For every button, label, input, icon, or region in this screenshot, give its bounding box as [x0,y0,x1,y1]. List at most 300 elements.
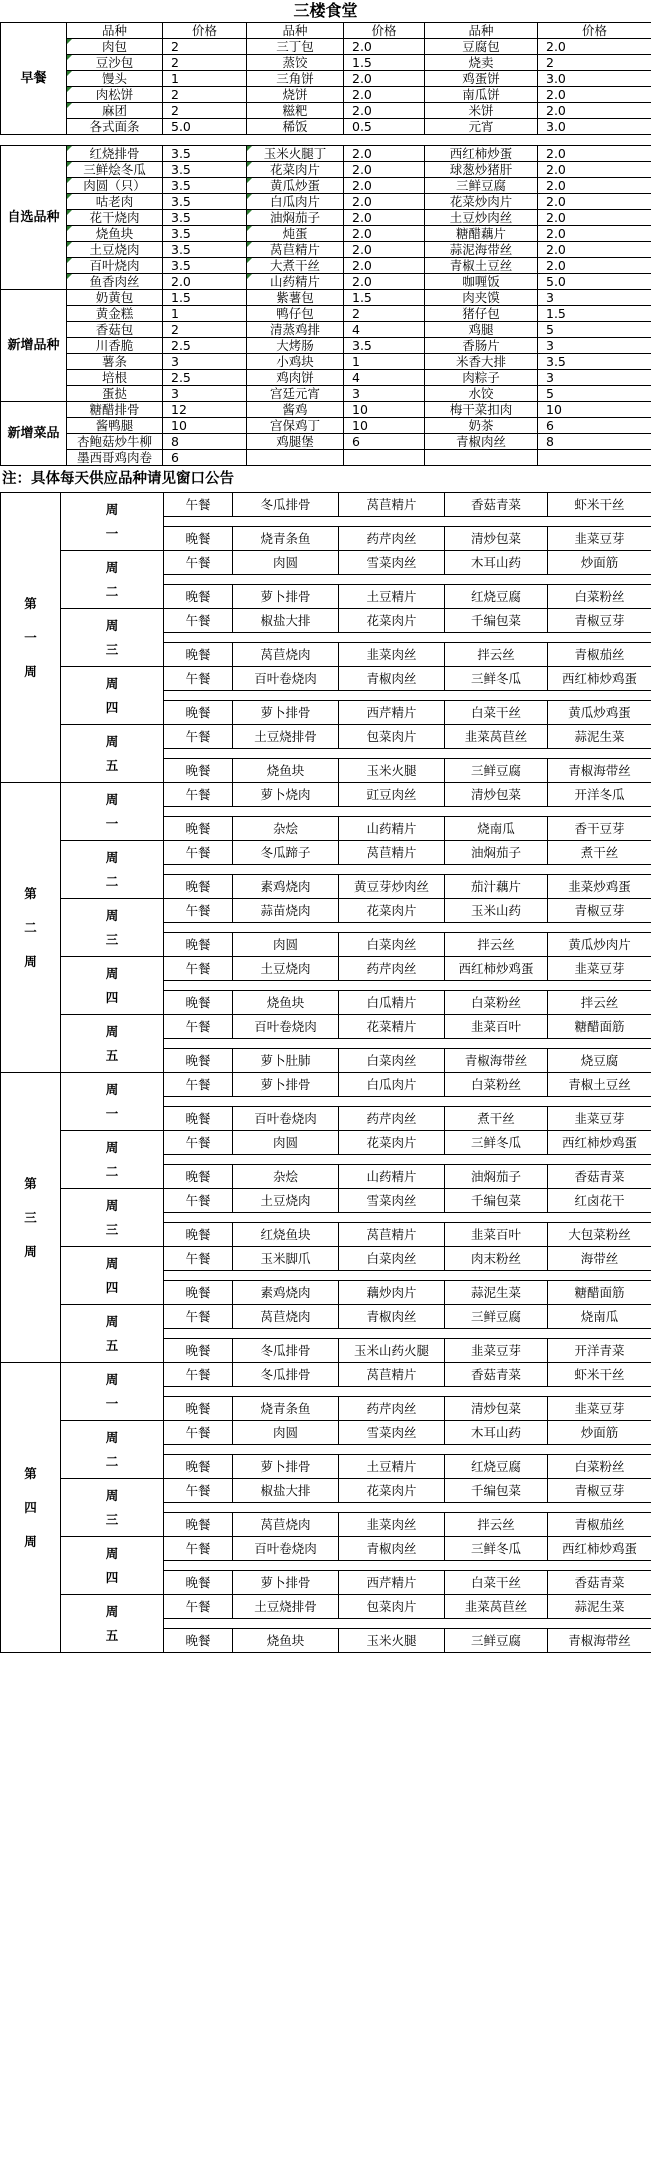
item-name-cell: 糖醋排骨 [67,402,163,418]
item-name-cell: 鸡腿堡 [247,434,344,450]
dish-cell: 韭菜莴苣丝 [445,725,548,749]
dish-cell: 青椒肉丝 [339,1305,445,1329]
price-cell: 6 [344,434,425,450]
week-label [1,783,61,1073]
table-row [1,370,651,386]
price-cell: 3.5 [344,338,425,354]
spacer-cell [164,1039,651,1049]
spacer-cell [164,807,651,817]
price-cell: 1.5 [344,55,425,71]
item-name-cell: 梅干菜扣肉 [425,402,538,418]
item-name-cell: 奶黄包 [67,290,163,306]
dish-cell: 韭菜莴苣丝 [445,1595,548,1619]
price-cell: 2.0 [344,226,425,242]
price-cell: 2.0 [344,162,425,178]
dish-cell: 萝卜排骨 [233,585,339,609]
dish-cell: 煮干丝 [445,1107,548,1131]
dish-cell: 萝卜肚肺 [233,1049,339,1073]
table-row [1,39,651,55]
meal-label-lunch: 午餐 [164,1537,233,1561]
dish-cell: 雪菜肉丝 [339,1189,445,1213]
price-cell: 2.0 [344,103,425,119]
week-label-char: 第 [24,1465,37,1481]
meal-label-dinner: 晚餐 [164,1281,233,1305]
dish-cell: 花菜肉片 [339,609,445,633]
menu-row-lunch [1,1305,651,1329]
item-name-cell: 肉夹馍 [425,290,538,306]
meal-label-dinner: 晚餐 [164,1339,233,1363]
item-name-cell: 稀饭 [247,119,344,135]
dish-cell: 韭菜豆芽 [548,957,651,981]
section-label-newdishes: 新增菜品 [1,402,67,466]
meal-label-lunch: 午餐 [164,1421,233,1445]
item-name-cell: 豆腐包 [425,39,538,55]
dish-cell: 韭菜百叶 [445,1223,548,1247]
price-cell: 2.0 [538,146,651,162]
item-name-cell: 宫廷元宵 [247,386,344,402]
price-cell: 12 [163,402,247,418]
price-cell: 0.5 [344,119,425,135]
item-name-cell: 南瓜饼 [425,87,538,103]
item-name-cell: 清蒸鸡排 [247,322,344,338]
week-label-char: 周 [24,663,37,679]
table-row [1,306,651,322]
menu-row-lunch [1,1247,651,1271]
dish-cell: 韭菜豆芽 [548,1107,651,1131]
dish-cell: 肉圆 [233,1131,339,1155]
dish-cell: 雪菜肉丝 [339,1421,445,1445]
menu-row-lunch [1,899,651,923]
day-label [61,957,164,1015]
day-label [61,1015,164,1073]
item-name-cell: 香菇包 [67,322,163,338]
day-label [61,899,164,957]
day-label-char: 五 [105,1337,119,1353]
item-name-cell: 杏鲍菇炒牛柳 [67,434,163,450]
dish-cell: 包菜肉片 [339,1595,445,1619]
day-label-char: 二 [105,1163,119,1179]
day-label-char: 三 [105,1221,119,1237]
price-cell: 2.0 [538,226,651,242]
dish-cell: 韭菜炒鸡蛋 [548,875,651,899]
price-cell: 1.5 [163,290,247,306]
dish-cell: 韭菜肉丝 [339,643,445,667]
dish-cell: 三鲜豆腐 [445,1305,548,1329]
day-label-char: 周 [105,791,119,807]
dish-cell: 烧鱼块 [233,759,339,783]
dish-cell: 茄汁藕片 [445,875,548,899]
dish-cell: 素鸡烧肉 [233,875,339,899]
dish-cell: 肉末粉丝 [445,1247,548,1271]
item-name-cell: 肉粽子 [425,370,538,386]
day-label-char: 周 [105,1429,119,1445]
dish-cell: 青椒肉丝 [339,1537,445,1561]
week-label-char: 二 [24,919,37,935]
dish-cell: 蒜泥生菜 [548,725,651,749]
dish-cell: 白菜粉丝 [445,991,548,1015]
day-label-char: 三 [105,1511,119,1527]
price-cell: 2.0 [538,178,651,194]
table-row [1,386,651,402]
dish-cell: 拌云丝 [445,1513,548,1537]
day-label-char: 二 [105,1453,119,1469]
dish-cell: 药芹肉丝 [339,1107,445,1131]
dish-cell: 油焖茄子 [445,841,548,865]
price-cell: 2.0 [344,274,425,290]
item-name-cell: 肉包 [67,39,163,55]
table-row [1,322,651,338]
dish-cell: 玉米山药火腿 [339,1339,445,1363]
day-label [61,725,164,783]
meal-label-dinner: 晚餐 [164,1049,233,1073]
item-name-cell: 麻团 [67,103,163,119]
price-cell: 2.0 [344,210,425,226]
item-name-cell: 蛋挞 [67,386,163,402]
spacer-cell [164,1387,651,1397]
menu-row-lunch [1,667,651,691]
dish-cell: 香菇青菜 [548,1571,651,1595]
item-name-cell: 糍粑 [247,103,344,119]
price-cell: 3.0 [538,119,651,135]
menu-row-lunch [1,493,651,517]
dish-cell: 韭菜豆芽 [548,1397,651,1421]
menu-row-lunch [1,1073,651,1097]
dish-cell: 玉米火腿 [339,1629,445,1653]
menu-row-lunch [1,1479,651,1503]
item-name-cell: 酱鸡 [247,402,344,418]
dish-cell: 开洋青菜 [548,1339,651,1363]
table-row [1,274,651,290]
dish-cell: 药芹肉丝 [339,527,445,551]
price-cell: 2.5 [163,370,247,386]
dish-cell: 韭菜肉丝 [339,1513,445,1537]
dish-cell: 三鲜冬瓜 [445,667,548,691]
item-name-cell: 蒸饺 [247,55,344,71]
day-label-char: 周 [105,501,119,517]
dish-cell: 药芹肉丝 [339,957,445,981]
menu-row-lunch [1,725,651,749]
price-cell: 3.5 [163,178,247,194]
dish-cell: 香干豆芽 [548,817,651,841]
table-row [1,354,651,370]
meal-label-lunch: 午餐 [164,1363,233,1387]
meal-label-lunch: 午餐 [164,1595,233,1619]
week-label [1,1363,61,1653]
price-cell: 2 [163,87,247,103]
notice-text: 注：具体每天供应品种请见窗口公告 [2,471,234,487]
meal-label-lunch: 午餐 [164,609,233,633]
dish-cell: 千编包菜 [445,1479,548,1503]
table-row [1,162,651,178]
price-cell: 2 [163,322,247,338]
item-name-cell: 大烤肠 [247,338,344,354]
dish-cell: 三鲜豆腐 [445,759,548,783]
meal-label-dinner: 晚餐 [164,1455,233,1479]
table-row [1,103,651,119]
table-row [1,434,651,450]
column-header: 品种 [67,23,163,39]
dish-cell: 药芹肉丝 [339,1397,445,1421]
dish-cell: 玉米脚爪 [233,1247,339,1271]
dish-cell: 玉米火腿 [339,759,445,783]
dish-cell: 莴苣精片 [339,1223,445,1247]
dish-cell: 三鲜豆腐 [445,1629,548,1653]
day-label-char: 三 [105,931,119,947]
dish-cell: 西红柿炒鸡蛋 [445,957,548,981]
dish-cell: 肉圆 [233,551,339,575]
day-label-char: 周 [105,559,119,575]
menu-row-lunch [1,551,651,575]
price-cell: 10 [344,402,425,418]
item-name-cell: 鸡肉饼 [247,370,344,386]
menu-row-lunch [1,1595,651,1619]
day-label-char: 周 [105,1255,119,1271]
dish-cell: 香菇青菜 [548,1165,651,1189]
price-cell: 10 [344,418,425,434]
column-header: 品种 [247,23,344,39]
price-cell: 1 [344,354,425,370]
price-cell: 8 [163,434,247,450]
item-name-cell: 土豆烧肉 [67,242,163,258]
meal-label-lunch: 午餐 [164,725,233,749]
item-name-cell: 蒜泥海带丝 [425,242,538,258]
table-row [1,71,651,87]
dish-cell: 萝卜排骨 [233,1455,339,1479]
spacer-cell [164,1445,651,1455]
table-row [1,242,651,258]
item-name-cell: 黄金糕 [67,306,163,322]
dish-cell: 山药精片 [339,1165,445,1189]
meal-label-dinner: 晚餐 [164,643,233,667]
dish-cell: 萝卜排骨 [233,1571,339,1595]
table-row [1,194,651,210]
item-name-cell: 咖喱饭 [425,274,538,290]
dish-cell: 拌云丝 [445,643,548,667]
item-name-cell: 各式面条 [67,119,163,135]
spacer-cell [164,923,651,933]
column-header: 品种 [425,23,538,39]
day-label [61,1421,164,1479]
price-table-2 [0,145,651,466]
dish-cell: 煮干丝 [548,841,651,865]
day-label-char: 一 [105,1395,119,1411]
item-name-cell: 西红柿炒蛋 [425,146,538,162]
day-label [61,1189,164,1247]
meal-label-dinner: 晚餐 [164,991,233,1015]
dish-cell: 青椒海带丝 [548,1629,651,1653]
menu-row-lunch [1,609,651,633]
dish-cell: 红卤花干 [548,1189,651,1213]
dish-cell: 蒜苗烧肉 [233,899,339,923]
dish-cell: 虾米干丝 [548,1363,651,1387]
price-cell: 2 [344,306,425,322]
meal-label-lunch: 午餐 [164,1015,233,1039]
dish-cell: 黄瓜炒肉片 [548,933,651,957]
dish-cell: 油焖茄子 [445,1165,548,1189]
dish-cell: 花菜肉片 [339,1131,445,1155]
price-cell: 2.0 [538,242,651,258]
day-label [61,1305,164,1363]
day-label-char: 周 [105,1197,119,1213]
dish-cell: 白瓜肉片 [339,1073,445,1097]
item-name-cell: 三鲜豆腐 [425,178,538,194]
day-label [61,493,164,551]
dish-cell: 虾米干丝 [548,493,651,517]
day-label-char: 周 [105,617,119,633]
dish-cell: 西红柿炒鸡蛋 [548,1131,651,1155]
dish-cell: 百叶卷烧肉 [233,1015,339,1039]
week-label-char: 一 [24,629,37,645]
item-name-cell: 炖蛋 [247,226,344,242]
spacer-cell [164,1503,651,1513]
item-name-cell: 玉米火腿丁 [247,146,344,162]
dish-cell: 青椒肉丝 [339,667,445,691]
menu-row-lunch [1,841,651,865]
price-cell: 2.0 [538,210,651,226]
price-cell: 2 [163,39,247,55]
dish-cell: 冬瓜蹄子 [233,841,339,865]
item-name-cell: 酱鸭腿 [67,418,163,434]
day-label [61,783,164,841]
dish-cell: 黄瓜炒鸡蛋 [548,701,651,725]
meal-label-dinner: 晚餐 [164,1223,233,1247]
item-name-cell: 薯条 [67,354,163,370]
day-label-char: 五 [105,1627,119,1643]
dish-cell: 百叶卷烧肉 [233,667,339,691]
dish-cell: 海带丝 [548,1247,651,1271]
dish-cell: 糖醋面筋 [548,1015,651,1039]
dish-cell: 杂烩 [233,817,339,841]
price-cell: 3.5 [163,242,247,258]
week-label-char: 周 [24,1243,37,1259]
price-cell: 2 [538,55,651,71]
meal-label-lunch: 午餐 [164,899,233,923]
day-label [61,609,164,667]
weekly-menu-table [0,492,651,1653]
dish-cell: 白菜粉丝 [548,1455,651,1479]
dish-cell: 炒面筋 [548,551,651,575]
section-label-breakfast: 早餐 [1,23,67,135]
day-label [61,1479,164,1537]
column-header: 价格 [538,23,651,39]
item-name-cell: 莴苣精片 [247,242,344,258]
menu-row-lunch [1,1189,651,1213]
item-name-cell: 肉圆（只） [67,178,163,194]
item-name-cell: 豆沙包 [67,55,163,71]
dish-cell: 包菜肉片 [339,725,445,749]
meal-label-lunch: 午餐 [164,551,233,575]
page-title: 三楼食堂 [293,1,358,20]
item-name-cell: 油焖茄子 [247,210,344,226]
day-label-char: 四 [105,989,119,1005]
spacer-cell [164,1097,651,1107]
item-name-cell: 黄瓜炒蛋 [247,178,344,194]
item-name-cell: 猪仔包 [425,306,538,322]
price-cell: 2.0 [344,258,425,274]
price-cell: 10 [538,402,651,418]
dish-cell: 莴苣烧肉 [233,1305,339,1329]
price-cell: 6 [163,450,247,466]
day-label [61,551,164,609]
table-row [1,55,651,71]
day-label-char: 一 [105,1105,119,1121]
dish-cell: 白菜干丝 [445,1571,548,1595]
dish-cell: 花菜肉片 [339,1479,445,1503]
spacer-cell [164,981,651,991]
price-cell: 3.5 [163,210,247,226]
dish-cell: 莴苣烧肉 [233,1513,339,1537]
spacer-cell [164,1155,651,1165]
meal-label-lunch: 午餐 [164,1479,233,1503]
price-cell: 3 [344,386,425,402]
table-row [1,178,651,194]
newdishes-section [1,402,651,466]
price-cell: 2.0 [538,194,651,210]
day-label-char: 一 [105,525,119,541]
item-name-cell [247,450,344,466]
column-header: 价格 [344,23,425,39]
dish-cell: 百叶卷烧肉 [233,1537,339,1561]
dish-cell: 西红柿炒鸡蛋 [548,1537,651,1561]
dish-cell: 土豆烧排骨 [233,725,339,749]
price-cell: 1 [163,306,247,322]
table-row [1,338,651,354]
item-name-cell: 青椒土豆丝 [425,258,538,274]
dish-cell: 雪菜肉丝 [339,551,445,575]
spacer-cell [164,865,651,875]
price-cell [538,450,651,466]
spacer-cell [164,1213,651,1223]
price-cell: 2.5 [163,338,247,354]
price-cell: 5 [538,386,651,402]
dish-cell: 白菜粉丝 [548,585,651,609]
price-cell [344,450,425,466]
meal-label-lunch: 午餐 [164,1247,233,1271]
item-name-cell: 大煮干丝 [247,258,344,274]
dish-cell: 素鸡烧肉 [233,1281,339,1305]
price-cell: 3 [538,338,651,354]
day-label [61,841,164,899]
table-row [1,146,651,162]
dish-cell: 青椒茄丝 [548,643,651,667]
section-label-selfselect: 自选品种 [1,146,67,290]
dish-cell: 白菜肉丝 [339,933,445,957]
day-label-char: 三 [105,641,119,657]
item-name-cell [425,450,538,466]
item-name-cell: 山药精片 [247,274,344,290]
price-cell: 3.0 [538,71,651,87]
dish-cell: 花菜肉片 [339,899,445,923]
meal-label-dinner: 晚餐 [164,875,233,899]
dish-cell: 烧鱼块 [233,991,339,1015]
menu-row-lunch [1,1537,651,1561]
price-cell: 6 [538,418,651,434]
day-label [61,1131,164,1189]
menu-row-lunch [1,1421,651,1445]
item-name-cell: 鸡蛋饼 [425,71,538,87]
meal-label-dinner: 晚餐 [164,1107,233,1131]
day-label [61,667,164,725]
price-cell: 2.0 [163,274,247,290]
item-name-cell: 鸡腿 [425,322,538,338]
price-cell: 2 [163,55,247,71]
dish-cell: 白菜粉丝 [445,1073,548,1097]
meal-label-dinner: 晚餐 [164,759,233,783]
dish-cell: 烧青条鱼 [233,527,339,551]
dish-cell: 杂烩 [233,1165,339,1189]
table-row [1,290,651,306]
dish-cell: 红烧豆腐 [445,585,548,609]
